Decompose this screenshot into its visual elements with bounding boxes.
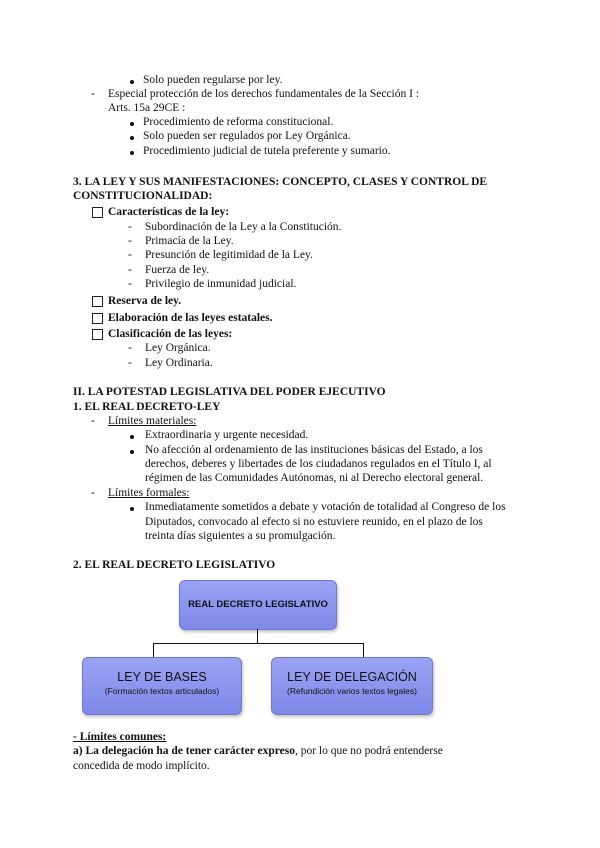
diagram-box-top (179, 580, 337, 630)
checklist-item: Características de la ley: (108, 206, 230, 218)
diagram-connector (153, 643, 363, 644)
diagram-connector (257, 629, 258, 643)
text-line: Solo pueden regularse por ley. (143, 74, 283, 86)
checkbox-icon (92, 296, 103, 307)
dash-marker: - (128, 264, 132, 276)
bullet-icon (130, 136, 134, 140)
diagram-box-right (271, 657, 433, 715)
diagram-box-left (82, 657, 242, 715)
bullet-icon (130, 507, 134, 511)
section-heading: II. LA POTESTAD LEGISLATIVA DEL PODER EJECUTIVO (73, 386, 386, 398)
checkbox-icon (92, 329, 103, 340)
bullet-icon (130, 450, 134, 454)
dash-marker: - (91, 487, 95, 499)
checklist-item: Clasificación de las leyes: (108, 328, 233, 340)
diagram-connector (153, 643, 154, 657)
subheading: Límites formales: (108, 487, 190, 499)
list-item: Subordinación de la Ley a la Constitución. (145, 221, 342, 233)
list-item: Primacía de la Ley. (145, 235, 234, 247)
text-line: Extraordinaria y urgente necesidad. (145, 429, 309, 441)
text-line: Inmediatamente sometidos a debate y votación de totalidad al Congreso de los (145, 501, 506, 513)
dash-marker: - (128, 221, 132, 233)
section-heading: 3. LA LEY Y SUS MANIFESTACIONES: CONCEPTO, CLASES Y CONTROL DE (73, 176, 488, 188)
diagram-connector (363, 643, 364, 657)
text-line: Solo pueden ser regulados por Ley Orgánica. (143, 130, 351, 142)
dash-marker: - (128, 249, 132, 261)
list-item: Privilegio de inmunidad judicial. (145, 278, 297, 290)
bullet-icon (130, 435, 134, 439)
section-heading: 1. EL REAL DECRETO-LEY (73, 401, 221, 413)
subheading: - Límites comunes: (73, 731, 167, 743)
dash-marker: - (128, 357, 132, 369)
diagram-box-title: REAL DECRETO LEGISLATIVO (188, 599, 328, 610)
dash-marker: - (91, 415, 95, 427)
text-line: Arts. 15a 29CE : (108, 102, 186, 114)
bullet-icon (130, 122, 134, 126)
text-line: régimen de las Comunidades Autónomas, ni al Derecho electoral general. (145, 472, 484, 484)
text-line: derechos, deberes y libertades de los ciudadanos regulados en el Título I, al (145, 458, 492, 470)
checklist-item: Elaboración de las leyes estatales. (108, 312, 273, 324)
text-line: treinta días siguientes a su promulgación. (145, 530, 336, 542)
dash-marker: - (91, 88, 95, 100)
checkbox-icon (92, 207, 103, 218)
diagram-box-subtitle: (Refundición varios textos legales) (287, 686, 417, 696)
diagram-box-subtitle: (Formación textos articulados) (104, 686, 220, 696)
text-span: , por lo que no podrá entenderse (294, 745, 443, 757)
bullet-icon (130, 80, 134, 84)
list-item: Ley Ordinaria. (145, 357, 213, 369)
list-item: Presunción de legitimidad de la Ley. (145, 249, 313, 261)
diagram-box-title: LEY DE DELEGACIÓN (287, 670, 417, 684)
text-line: Diputados, convocado al efecto si no estuviere reunido, en el plazo de los (145, 516, 483, 528)
dash-marker: - (128, 342, 132, 354)
bullet-icon (130, 151, 134, 155)
diagram-box-title: LEY DE BASES (117, 670, 207, 684)
checkbox-icon (92, 313, 103, 324)
subheading: Límites materiales: (108, 415, 197, 427)
section-heading: 2. EL REAL DECRETO LEGISLATIVO (73, 559, 276, 571)
list-item: Ley Orgánica. (145, 342, 211, 354)
section-heading: CONSTITUCIONALIDAD: (73, 190, 213, 202)
text-line: Procedimiento judicial de tutela preferente y sumario. (143, 145, 391, 157)
checklist-item: Reserva de ley. (108, 295, 182, 307)
text-line: concedida de modo implícito. (73, 760, 210, 772)
dash-marker: - (128, 278, 132, 290)
emphasis-text: a) La delegación ha de tener carácter expreso (73, 745, 295, 757)
text-line: No afección al ordenamiento de las instituciones básicas del Estado, a los (145, 444, 483, 456)
list-item: Fuerza de ley. (145, 264, 210, 276)
text-line (73, 744, 443, 758)
text-line: Especial protección de los derechos fundamentales de la Sección I : (108, 88, 420, 100)
text-line: Procedimiento de reforma constitucional. (143, 116, 334, 128)
dash-marker: - (128, 235, 132, 247)
